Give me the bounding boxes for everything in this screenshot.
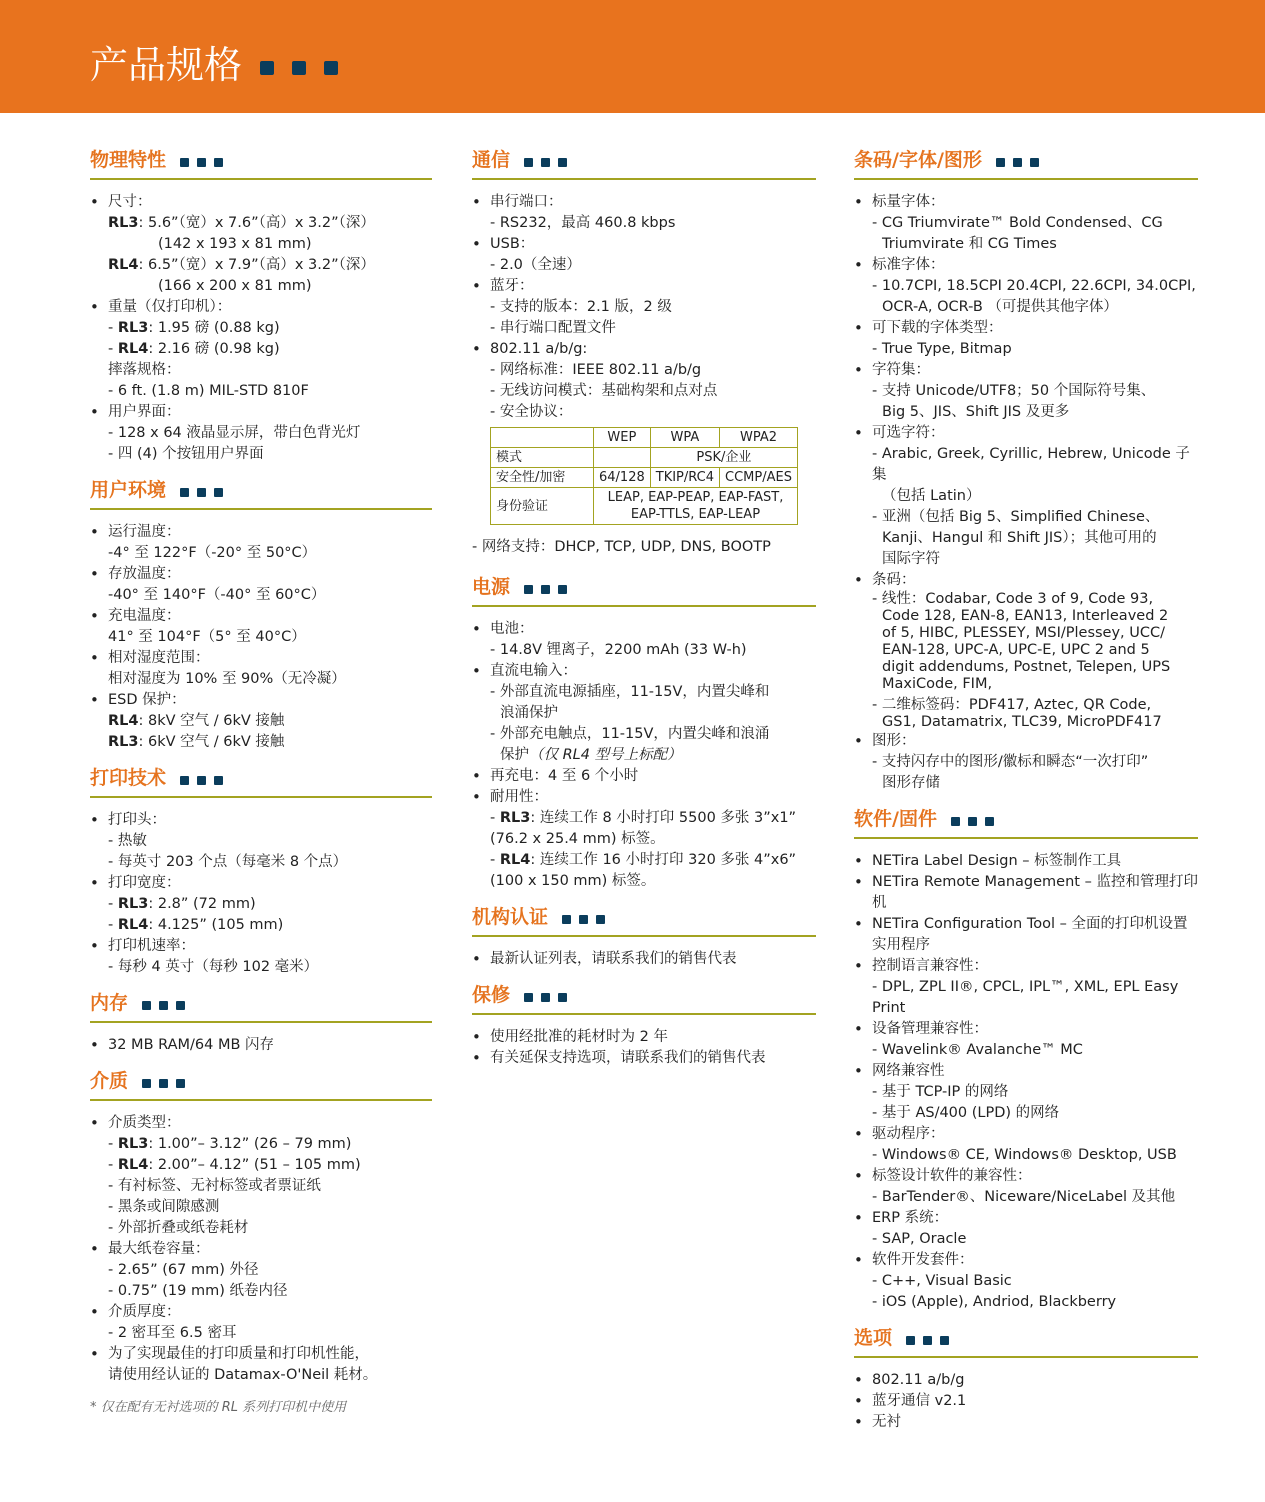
- section-heading-communication: 通信: [472, 145, 816, 180]
- list-item: • 条码： - 线性：Codabar, Code 3 of 9, Code 93, Code 128, EAN-8, EAN13, Interleaved 2 of 5, HIBC, PLESSEY, MSI/Plessey, UCC/ EAN-128, UPC-A, UPC-E, UPC 2 and 5 digit addendums, Postnet, Telepen, UPS MaxiCode, FIM, - 二维标签码：PDF417, Aztec, QR Code, GS1, Datamatrix, TLC39, MicroPDF417: [854, 570, 1198, 731]
- list-item: • 蓝牙通信 v2.1: [854, 1391, 1198, 1412]
- list-item: • 最大纸卷容量： - 2.65” (67 mm) 外径 - 0.75” (19 mm) 纸卷内径: [90, 1239, 432, 1302]
- list-item: • 介质类型： - RL3: 1.00”– 3.12” (26 – 79 mm) - RL4: 2.00”– 4.12” (51 – 105 mm) - 有衬标签、无衬标签或者票证纸 - 黑条或间隙感测 - 外部折叠或纸卷耗材: [90, 1113, 432, 1239]
- square-icon: [260, 61, 274, 75]
- list-item: • NETira Remote Management – 监控和管理打印 机: [854, 872, 1198, 914]
- list-item: • 软件开发套件： - C++, Visual Basic - iOS (Apple), Andriod, Blackberry: [854, 1250, 1198, 1313]
- section-heading-memory: 内存: [90, 988, 432, 1023]
- list-item: • 32 MB RAM/64 MB 闪存: [90, 1035, 432, 1056]
- list-communication: [472, 192, 816, 423]
- table-row: 模式 PSK/企业: [491, 448, 798, 468]
- section-heading-barcode: 条码/字体/图形: [854, 145, 1198, 180]
- section-heading-options: 选项: [854, 1323, 1198, 1358]
- list-item: • 电池： - 14.8V 锂离子，2200 mAh (33 W-h): [472, 619, 816, 661]
- list-software: [854, 851, 1198, 1313]
- list-memory: [90, 1035, 432, 1056]
- list-item: • 802.11 a/b/g: [854, 1370, 1198, 1391]
- list-item: • 再充电：4 至 6 个小时: [472, 766, 816, 787]
- square-icon: [292, 61, 306, 75]
- page-title: [90, 40, 338, 90]
- list-item: • ERP 系统： - SAP, Oracle: [854, 1208, 1198, 1250]
- list-item: • 为了实现最佳的打印质量和打印机性能， 请使用经认证的 Datamax-O'Neil 耗材。: [90, 1344, 432, 1386]
- column-left: [90, 145, 432, 1415]
- list-item: • 充电温度： 41° 至 104°F（5° 至 40°C）: [90, 606, 432, 648]
- section-heading-media: 介质: [90, 1066, 432, 1101]
- list-item: • 运行温度： -4° 至 122°F（-20° 至 50°C）: [90, 522, 432, 564]
- list-item: • 图形： - 支持闪存中的图形/徽标和瞬态“一次打印” 图形存储: [854, 731, 1198, 794]
- list-item: • 无衬: [854, 1412, 1198, 1433]
- table-row: WEP WPA WPA2: [491, 428, 798, 448]
- list-item: • 串行端口： - RS232，最高 460.8 kbps: [472, 192, 816, 234]
- square-icon: [324, 61, 338, 75]
- column-right: [854, 145, 1198, 1443]
- list-item: • NETira Configuration Tool – 全面的打印机设置 实用程序: [854, 914, 1198, 956]
- list-certification: [472, 949, 816, 970]
- list-item: • 直流电输入： - 外部直流电源插座，11-15V，内置尖峰和 浪涌保护 - 外部充电触点，11-15V，内置尖峰和浪涌 保护（仅 RL4 型号上标配）: [472, 661, 816, 766]
- dots-icon: [180, 150, 231, 172]
- dots-icon: [524, 577, 575, 599]
- list-item: • 可下载的字体类型： - True Type, Bitmap: [854, 318, 1198, 360]
- list-item: • 蓝牙： - 支持的版本：2.1 版，2 级 - 串行端口配置文件: [472, 276, 816, 339]
- dots-icon: [142, 993, 193, 1015]
- list-item: • 尺寸： RL3: 5.6”（宽）x 7.6”（高）x 3.2”（深） (142 x 193 x 81 mm) RL4: 6.5”（宽）x 7.9”（高）x 3.2”（深） (166 x 200 x 81 mm): [90, 192, 432, 297]
- list-item: • 可选字符： - Arabic, Greek, Cyrillic, Hebrew, Unicode 子集 （包括 Latin） - 亚洲（包括 Big 5、Simplified Chinese、 Kanji、Hangul 和 Shift JIS）；其他可用的 国际字符: [854, 423, 1198, 570]
- section-heading-warranty: 保修: [472, 980, 816, 1015]
- header-banner: [0, 0, 1265, 113]
- dots-icon: [180, 480, 231, 502]
- list-item: • 标量字体： - CG Triumvirate™ Bold Condensed、CG Triumvirate 和 CG Times: [854, 192, 1198, 255]
- table-row: 身份验证 LEAP, EAP-PEAP, EAP-FAST, EAP-TTLS, EAP-LEAP: [491, 488, 798, 525]
- list-item: • 标准字体： - 10.7CPI, 18.5CPI 20.4CPI, 22.6CPI, 34.0CPI, OCR-A, OCR-B （可提供其他字体）: [854, 255, 1198, 318]
- list-item: • ESD 保护： RL4: 8kV 空气 / 6kV 接触 RL3: 6kV 空气 / 6kV 接触: [90, 690, 432, 753]
- list-item: • 用户界面： - 128 x 64 液晶显示屏，带白色背光灯 - 四 (4) 个按钮用户界面: [90, 402, 432, 465]
- section-heading-physical: 物理特性: [90, 145, 432, 180]
- list-item: • 存放温度： -40° 至 140°F（-40° 至 60°C）: [90, 564, 432, 606]
- list-print: [90, 810, 432, 978]
- list-media: [90, 1113, 432, 1386]
- dots-icon: [996, 150, 1047, 172]
- list-item: • 标签设计软件的兼容性： - BarTender®、Niceware/NiceLabel 及其他: [854, 1166, 1198, 1208]
- list-item: • 802.11 a/b/g: - 网络标准：IEEE 802.11 a/b/g - 无线访问模式：基础构架和点对点 - 安全协议：: [472, 339, 816, 423]
- footnote: * 仅在配有无衬选项的 RL 系列打印机中使用: [90, 1400, 347, 1415]
- page-title-text: 产品规格: [90, 43, 243, 87]
- list-item: • 相对湿度范围： 相对湿度为 10% 至 90%（无冷凝）: [90, 648, 432, 690]
- dots-icon: [524, 150, 575, 172]
- list-item: • 驱动程序： - Windows® CE, Windows® Desktop, USB: [854, 1124, 1198, 1166]
- dots-icon: [951, 809, 1002, 831]
- list-barcode: [854, 192, 1198, 794]
- list-item: • 设备管理兼容性： - Wavelink® Avalanche™ MC: [854, 1019, 1198, 1061]
- list-item: • 有关延保支持选项，请联系我们的销售代表: [472, 1048, 816, 1069]
- section-heading-software: 软件/固件: [854, 804, 1198, 839]
- list-item: • 打印宽度： - RL3: 2.8” (72 mm) - RL4: 4.125” (105 mm): [90, 873, 432, 936]
- dots-icon: [524, 985, 575, 1007]
- list-item: • 网络兼容性 - 基于 TCP-IP 的网络 - 基于 AS/400 (LPD) 的网络: [854, 1061, 1198, 1124]
- list-item: • USB： - 2.0（全速）: [472, 234, 816, 276]
- list-item: • 字符集： - 支持 Unicode/UTF8；50 个国际符号集、 Big 5、JIS、Shift JIS 及更多: [854, 360, 1198, 423]
- dots-icon: [142, 1071, 193, 1093]
- list-item: • 打印机速率： - 每秒 4 英寸（每秒 102 毫米）: [90, 936, 432, 978]
- section-heading-power: 电源: [472, 572, 816, 607]
- list-item: • NETira Label Design – 标签制作工具: [854, 851, 1198, 872]
- list-item: • 介质厚度： - 2 密耳至 6.5 密耳: [90, 1302, 432, 1344]
- list-physical: [90, 192, 432, 465]
- list-item: • 重量（仅打印机）： - RL3: 1.95 磅 (0.88 kg) - RL4: 2.16 磅 (0.98 kg) 摔落规格： - 6 ft. (1.8 m) MIL-STD 810F: [90, 297, 432, 402]
- dots-icon: [562, 907, 613, 929]
- section-heading-certification: 机构认证: [472, 902, 816, 937]
- list-options: [854, 1370, 1198, 1433]
- list-item: • 耐用性： - RL3: 连续工作 8 小时打印 5500 多张 3”x1” (76.2 x 25.4 mm) 标签。 - RL4: 连续工作 16 小时打印 320 多张 4”x6” (100 x 150 mm) 标签。: [472, 787, 816, 892]
- security-table: [490, 427, 798, 525]
- section-heading-environment: 用户环境: [90, 475, 432, 510]
- list-warranty: [472, 1027, 816, 1069]
- list-environment: [90, 522, 432, 753]
- list-item: • 控制语言兼容性： - DPL, ZPL II®, CPCL, IPL™, XML, EPL Easy Print: [854, 956, 1198, 1019]
- table-row: 安全性/加密 64/128 TKIP/RC4 CCMP/AES: [491, 468, 798, 488]
- column-middle: [472, 145, 816, 1079]
- list-power: [472, 619, 816, 892]
- network-support: - 网络支持：DHCP, TCP, UDP, DNS, BOOTP: [472, 539, 771, 555]
- dots-icon: [180, 768, 231, 790]
- section-heading-print: 打印技术: [90, 763, 432, 798]
- list-item: • 打印头： - 热敏 - 每英寸 203 个点（每毫米 8 个点）: [90, 810, 432, 873]
- list-item: • 最新认证列表，请联系我们的销售代表: [472, 949, 816, 970]
- list-item: • 使用经批准的耗材时为 2 年: [472, 1027, 816, 1048]
- dots-icon: [906, 1328, 957, 1350]
